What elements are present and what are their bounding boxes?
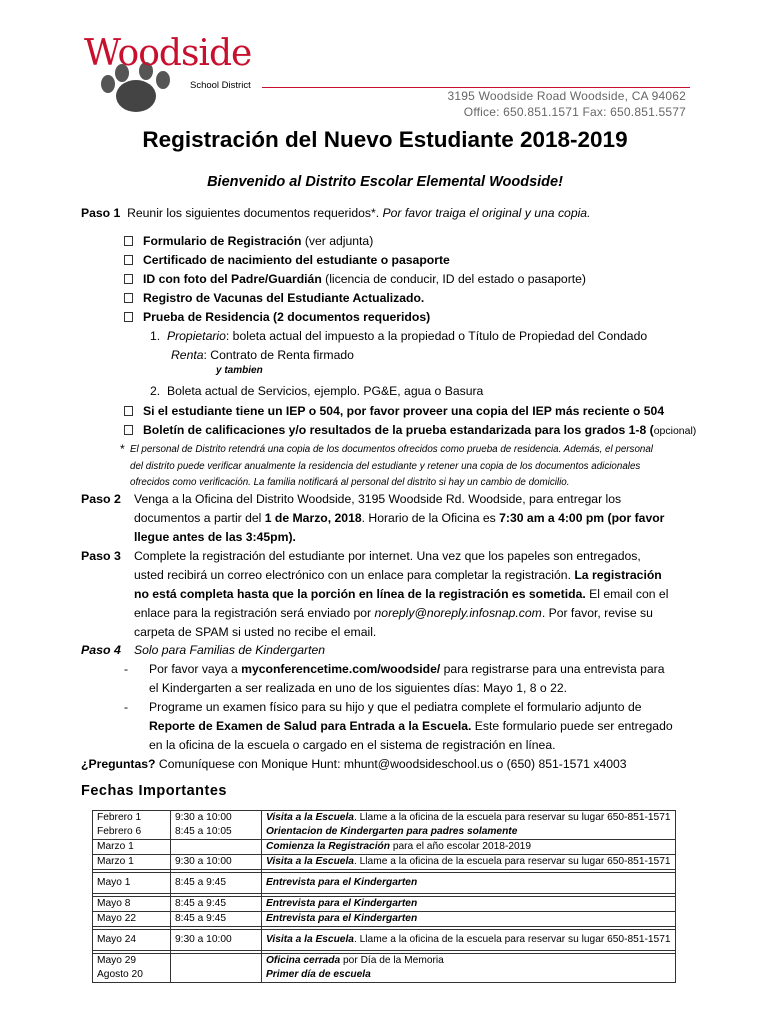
event-cell	[262, 968, 676, 983]
time-cell	[171, 954, 262, 969]
paso3-label: Paso 3	[81, 549, 121, 563]
logo-wordmark: Woodside	[84, 33, 252, 74]
checklist-item	[124, 421, 696, 441]
event-cell	[262, 855, 676, 870]
paso1-intro	[81, 204, 590, 223]
paso4-line: Programe un examen físico para su hijo y que el pediatra complete el formulario adjunto de	[149, 700, 642, 714]
renta-line	[171, 346, 354, 365]
checklist-item-rest: (licencia de conducir, ID del estado o pasaporte)	[321, 272, 586, 286]
fechas-heading: Fechas Importantes	[81, 783, 227, 799]
event-cell	[262, 873, 676, 894]
time-cell: 9:30 a 10:00	[171, 930, 262, 951]
paso4-line: el Kindergarten a ser realizada en uno de los siguientes días: Mayo 1, 8 o 22.	[149, 681, 568, 695]
residency-option-1	[150, 327, 647, 346]
paso2-text: . Horario de la Oficina es	[361, 511, 500, 525]
checklist-item-bold: Certificado de nacimiento del estudiante o pasaporte	[143, 253, 450, 267]
paso3-line	[134, 585, 668, 604]
time-cell: 9:30 a 10:00	[171, 811, 262, 826]
time-cell	[171, 840, 262, 855]
event-detail: para el año escolar 2018-2019	[389, 841, 532, 852]
paso3-text: El email con el	[585, 587, 669, 601]
paso1-label: Paso 1	[81, 206, 121, 220]
noreply-email: noreply@noreply.infosnap.com	[374, 606, 542, 620]
paso3-line	[134, 566, 662, 585]
checklist-item	[124, 289, 424, 308]
date-cell: Agosto 20	[93, 968, 171, 983]
checkbox-icon	[124, 425, 133, 435]
paso3-line: Complete la registración del estudiante por internet. Una vez que los papeles son entregados,	[134, 549, 641, 563]
bullet-dash: -	[124, 662, 129, 676]
event-title: Entrevista para el Kindergarten	[266, 877, 418, 888]
event-detail: . Llame a la oficina de la escuela para reservar su lugar 650-851-1571	[353, 812, 671, 823]
logo-subtitle: School District	[190, 80, 251, 91]
paso4-heading: Solo para Familias de Kindergarten	[134, 643, 326, 657]
table-row	[93, 968, 676, 983]
paso4-text: Este formulario puede ser entregado	[471, 719, 673, 733]
event-detail: por Día de la Memoria	[340, 955, 444, 966]
checklist-item	[124, 232, 373, 251]
paso4-bold: Reporte de Examen de Salud para Entrada a la Escuela.	[149, 719, 472, 733]
paso3-bold: no está completa hasta que la porción en línea de la registración es sometida.	[134, 587, 586, 601]
event-detail: . Llame a la oficina de la escuela para reservar su lugar 650-851-1571	[353, 856, 671, 867]
checklist-item-rest: opcional)	[653, 425, 697, 437]
paso3-text: usted recibirá un correo electrónico con un enlace para completar la registración.	[134, 568, 575, 582]
paso4-line	[149, 660, 665, 679]
propietario-label: Propietario	[166, 329, 226, 343]
preguntas-label: ¿Preguntas?	[81, 757, 156, 771]
table-row	[93, 811, 676, 826]
checkbox-icon	[124, 236, 133, 246]
table-row	[93, 840, 676, 855]
paso1-text: Reunir los siguientes documentos requeridos*.	[127, 206, 383, 220]
event-cell	[262, 840, 676, 855]
checkbox-icon	[124, 312, 133, 322]
time-cell: 9:30 a 10:00	[171, 855, 262, 870]
preguntas-contact: Comuníquese con Monique Hunt: mhunt@woodsideschool.us o (650) 851-1571 x4003	[155, 757, 627, 771]
event-detail: . Llame a la oficina de la escuela para reservar su lugar 650-851-1571	[353, 934, 671, 945]
paso2-label: Paso 2	[81, 492, 121, 506]
paso1-text-italic: Por favor traiga el original y una copia.	[382, 206, 591, 220]
checkbox-icon	[124, 293, 133, 303]
event-title: Orientacion de Kindergarten para padres solamente	[266, 826, 518, 837]
date-cell: Mayo 1	[93, 873, 171, 894]
list-number: 2.	[150, 384, 161, 398]
time-cell: 8:45 a 9:45	[171, 873, 262, 894]
renta-label: Renta	[171, 348, 204, 362]
paso3-text: . Por favor, revise su	[541, 606, 653, 620]
event-title: Visita a la Escuela	[266, 812, 354, 823]
time-cell: 8:45 a 9:45	[171, 897, 262, 912]
district-address: 3195 Woodside Road Woodside, CA 94062	[447, 89, 686, 103]
checkbox-icon	[124, 255, 133, 265]
preguntas-line	[81, 755, 627, 774]
welcome-heading: Bienvenido al Distrito Escolar Elemental Woodside!	[207, 174, 563, 190]
date-cell: Mayo 24	[93, 930, 171, 951]
paso2-text: documentos a partir del	[134, 511, 265, 525]
paso3-line: carpeta de SPAM si usted no recibe el email.	[134, 625, 377, 639]
event-title: Visita a la Escuela	[266, 856, 354, 867]
renta-text: : Contrato de Renta firmado	[203, 348, 354, 362]
paso2-line: Venga a la Oficina del Distrito Woodside, 3195 Woodside Rd. Woodside, para entregar los	[134, 492, 622, 506]
district-phones: Office: 650.851.1571 Fax: 650.851.5577	[463, 105, 686, 119]
paso4-line: en la oficina de la escuela o cargado en el sistema de registración en línea.	[149, 738, 556, 752]
checklist-item	[124, 402, 664, 421]
residency-note-line: del distrito puede verificar anualmente la residencia del estudiante y retener una copia de los documentos adicionales	[130, 461, 641, 472]
table-row	[93, 930, 676, 951]
paso4-text: Por favor vaya a	[149, 662, 242, 676]
checklist-item-bold: Si el estudiante tiene un IEP o 504, por favor proveer una copia del IEP más reciente o 504	[143, 404, 665, 418]
event-title: Entrevista para el Kindergarten	[266, 898, 418, 909]
event-cell	[262, 897, 676, 912]
date-cell: Marzo 1	[93, 855, 171, 870]
checklist-item-bold: Formulario de Registración	[143, 234, 302, 248]
paso4-text: para registrarse para una entrevista para	[440, 662, 665, 676]
event-title: Visita a la Escuela	[266, 934, 354, 945]
checkbox-icon	[124, 406, 133, 416]
checklist-item	[124, 308, 430, 327]
checklist-item-bold: Registro de Vacunas del Estudiante Actualizado.	[143, 291, 425, 305]
checklist-item-bold: Prueba de Residencia (2 documentos requeridos)	[143, 310, 431, 324]
bullet-dash: -	[124, 700, 129, 714]
event-cell	[262, 930, 676, 951]
paso2-hours: 7:30 am a 4:00 pm (por favor	[499, 511, 665, 525]
list-number: 1.	[150, 329, 161, 343]
tambien-note: y tambien	[216, 365, 263, 376]
event-title: Entrevista para el Kindergarten	[266, 913, 418, 924]
checklist-item-bold: ID con foto del Padre/Guardián	[143, 272, 322, 286]
event-title: Primer día de escuela	[266, 969, 371, 980]
date-cell: Febrero 1	[93, 811, 171, 826]
paso2-line: llegue antes de las 3:45pm).	[134, 530, 296, 544]
table-row	[93, 855, 676, 870]
important-dates-table	[92, 810, 676, 983]
paso2-line	[134, 509, 664, 528]
paso2-date: 1 de Marzo, 2018	[264, 511, 362, 525]
date-cell: Mayo 29	[93, 954, 171, 969]
paso3-text: enlace para la registración será enviado por	[134, 606, 375, 620]
paso3-bold: La registración	[574, 568, 662, 582]
note-star: *	[120, 442, 125, 456]
residency-note-line: El personal de Distrito retendrá una copia de los documentos ofrecidos como prueba de residencia. Además, el personal	[130, 444, 653, 455]
date-cell: Mayo 22	[93, 912, 171, 927]
conference-link: myconferencetime.com/woodside/	[241, 662, 441, 676]
servicios-text: Boleta actual de Servicios, ejemplo. PG&E, agua o Basura	[166, 384, 484, 398]
propietario-text: : boleta actual del impuesto a la propiedad o Título de Propiedad del Condado	[225, 329, 648, 343]
table-row	[93, 912, 676, 927]
time-cell: 8:45 a 10:05	[171, 825, 262, 840]
event-cell	[262, 825, 676, 840]
event-title: Comienza la Registración	[266, 841, 390, 852]
time-cell: 8:45 a 9:45	[171, 912, 262, 927]
table-row	[93, 825, 676, 840]
table-row	[93, 897, 676, 912]
event-title: Oficina cerrada	[266, 955, 341, 966]
table-row	[93, 873, 676, 894]
event-cell	[262, 811, 676, 826]
page-title: Registración del Nuevo Estudiante 2018-2019	[142, 127, 628, 152]
event-cell	[262, 912, 676, 927]
checklist-item-rest: (ver adjunta)	[301, 234, 374, 248]
table-row	[93, 954, 676, 969]
paso4-line	[149, 717, 673, 736]
residency-note-line: ofrecidos como verificación. La familia notificará al personal del distrito si hay un cambio de domicilio.	[130, 477, 570, 488]
paso4-label: Paso 4	[81, 643, 121, 657]
checklist-item	[124, 251, 450, 270]
checkbox-icon	[124, 274, 133, 284]
date-cell: Febrero 6	[93, 825, 171, 840]
checklist-item	[124, 270, 586, 289]
date-cell: Marzo 1	[93, 840, 171, 855]
residency-option-2	[150, 382, 483, 401]
paso3-line	[134, 604, 653, 623]
event-cell	[262, 954, 676, 969]
time-cell	[171, 968, 262, 983]
checklist-item-bold: Boletín de calificaciones y/o resultados de la prueba estandarizada para los grados 1-8 (	[143, 423, 654, 437]
date-cell: Mayo 8	[93, 897, 171, 912]
